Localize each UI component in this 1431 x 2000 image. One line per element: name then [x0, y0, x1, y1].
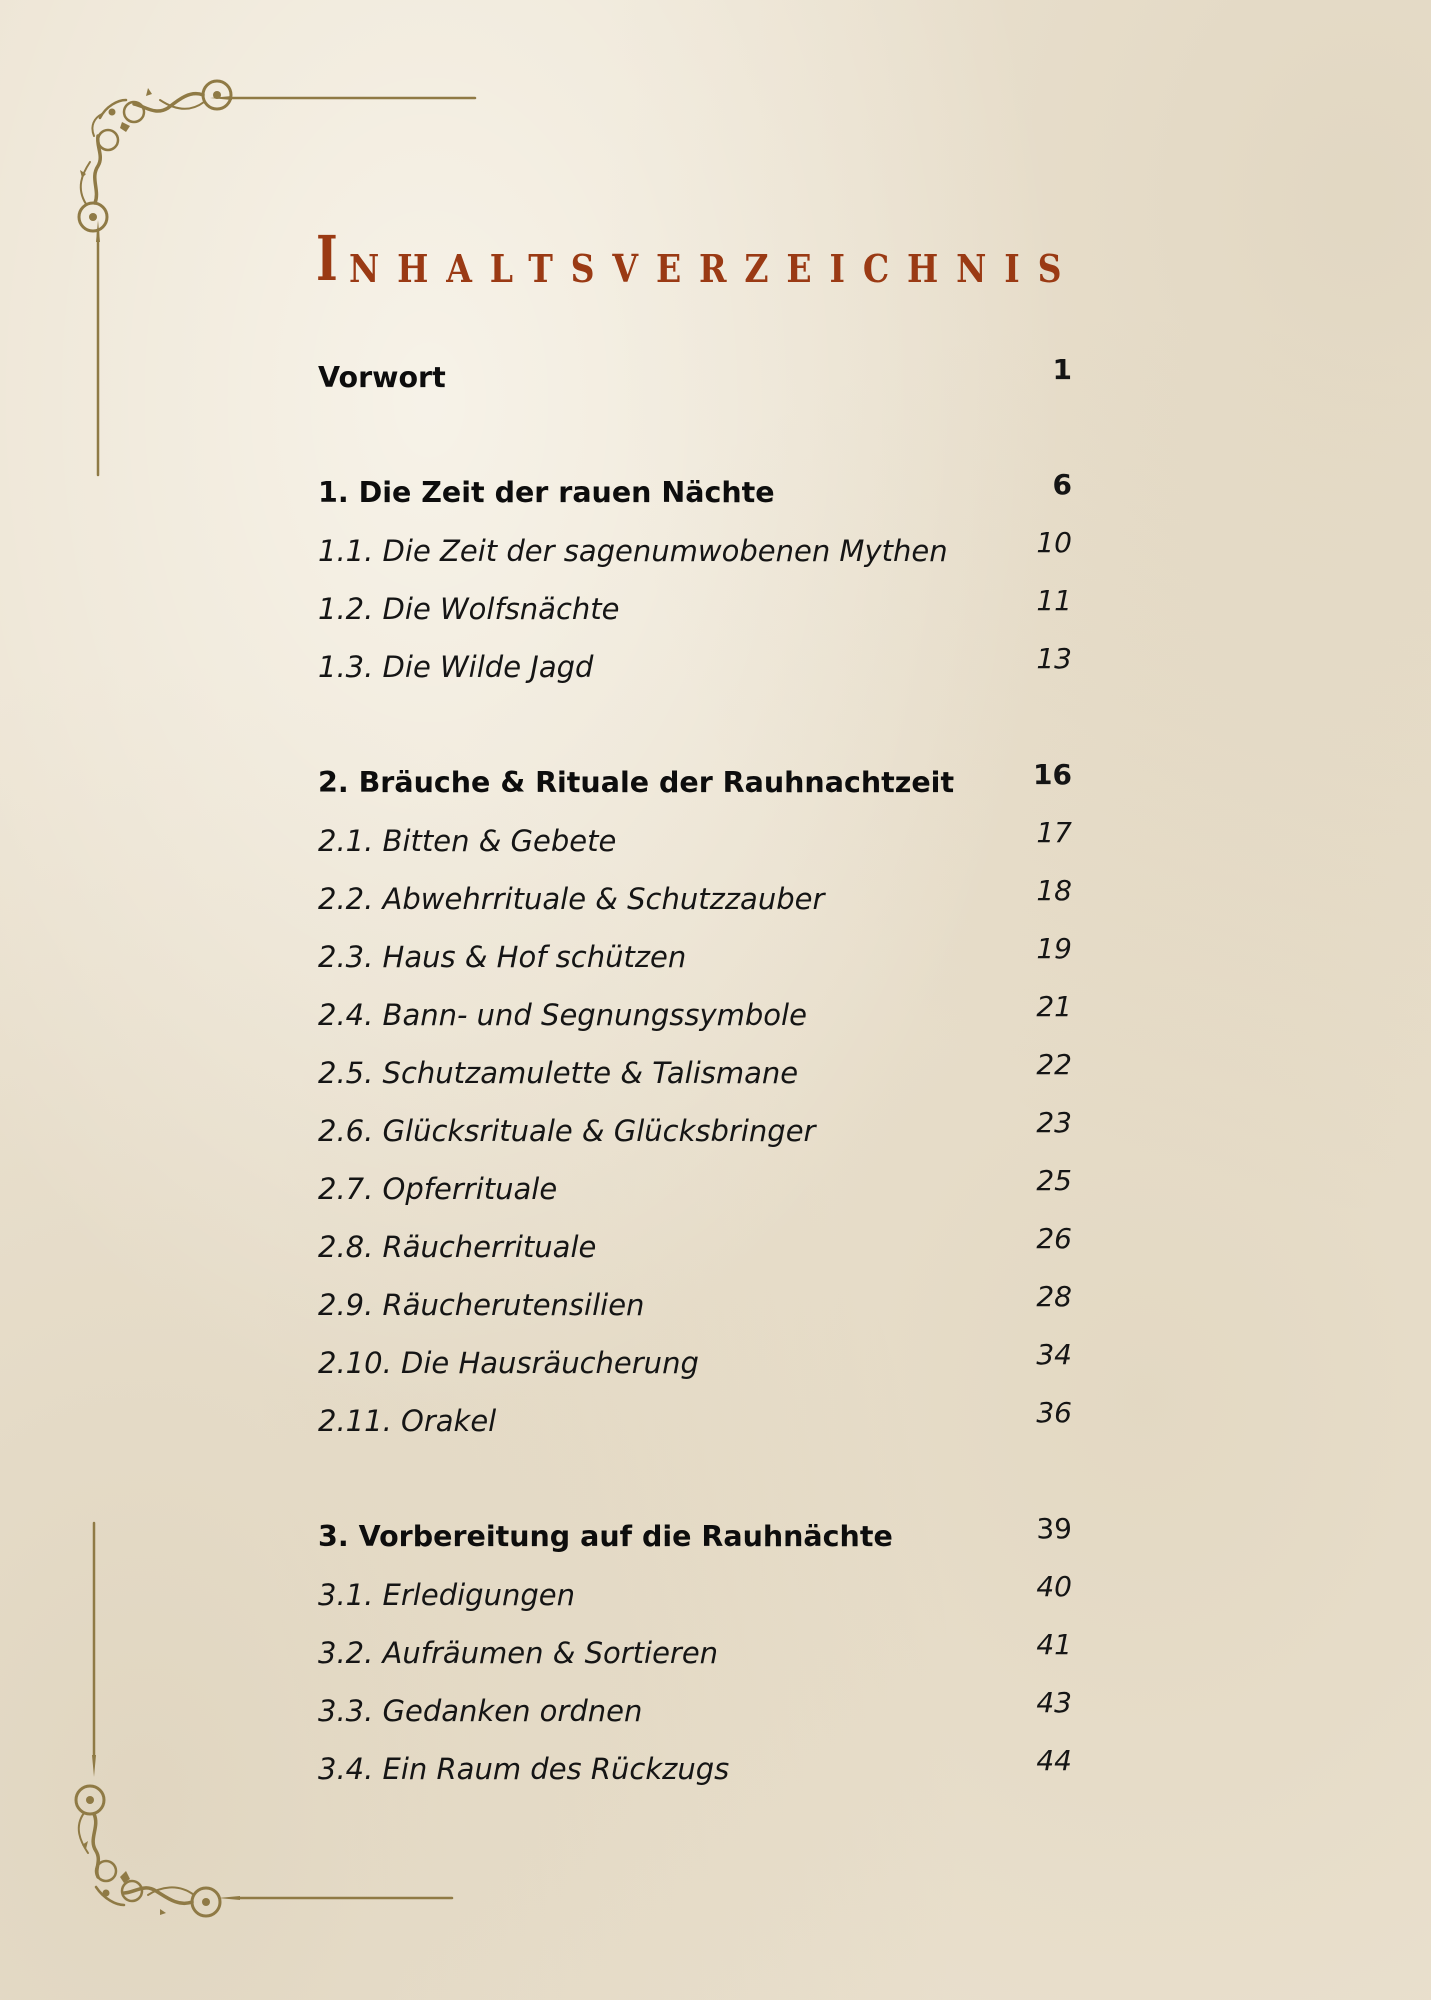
toc-entry-label: 2.6. Glücksrituale & Glücksbringer [318, 1114, 816, 1148]
title-initial: I [316, 222, 346, 295]
toc-entry-label: 2.10. Die Hausräucherung [318, 1346, 699, 1380]
toc-entry-2-7[interactable] [318, 1163, 1074, 1209]
toc-entry-label: 3.4. Ein Raum des Rückzugs [318, 1752, 730, 1786]
toc-section-page: 16 [1033, 758, 1072, 791]
toc-entry-label: 1.1. Die Zeit der sagenumwobenen Mythen [318, 534, 948, 568]
toc-section-page: 39 [1036, 1512, 1072, 1545]
toc-entry-page: 1 [1052, 353, 1072, 386]
toc-entry-1-3[interactable] [318, 641, 1074, 687]
toc-section-3[interactable] [318, 1511, 1074, 1557]
toc-entry-label: 2.7. Opferrituale [318, 1172, 558, 1206]
toc-entry-label: 3.1. Erledigungen [318, 1578, 575, 1612]
toc-entry-vorwort[interactable] [318, 352, 1074, 398]
toc-entry-2-3[interactable] [318, 931, 1074, 977]
toc-entry-label: 2.5. Schutzamulette & Talismane [318, 1056, 799, 1090]
toc-entry-page: 13 [1036, 642, 1072, 675]
toc-entry-2-11[interactable] [318, 1395, 1074, 1441]
toc-entry-page: 19 [1036, 932, 1072, 965]
toc-entry-label: 2.11. Orakel [318, 1404, 497, 1438]
toc-entry-label: 2.9. Räucherutensilien [318, 1288, 645, 1322]
toc-entry-label: 3.2. Aufräumen & Sortieren [318, 1636, 719, 1670]
toc-entry-2-9[interactable] [318, 1279, 1074, 1325]
toc-entry-label: 2.4. Bann- und Segnungssymbole [318, 998, 807, 1032]
toc-entry-label: 1.2. Die Wolfsnächte [318, 592, 620, 626]
toc-entry-page: 10 [1036, 526, 1072, 559]
toc-entry-page: 41 [1036, 1628, 1072, 1661]
toc-section-label: 2. Bräuche & Rituale der Rauhnachtzeit [318, 766, 955, 799]
toc-entry-page: 40 [1036, 1570, 1072, 1603]
toc-entry-page: 17 [1036, 816, 1072, 849]
toc-entry-page: 34 [1036, 1338, 1072, 1371]
toc-entry-page: 44 [1036, 1744, 1072, 1777]
toc-entry-page: 23 [1036, 1106, 1072, 1139]
toc-entry-label: Vorwort [318, 361, 446, 394]
toc-entry-page: 36 [1036, 1396, 1072, 1429]
toc-section-page: 6 [1052, 468, 1072, 501]
toc-entry-page: 18 [1036, 874, 1072, 907]
toc-entry-3-3[interactable] [318, 1685, 1074, 1731]
toc-entry-2-4[interactable] [318, 989, 1074, 1035]
toc-entry-label: 2.8. Räucherrituale [318, 1230, 597, 1264]
toc-entry-page: 11 [1036, 584, 1072, 617]
toc-entry-3-1[interactable] [318, 1569, 1074, 1615]
toc-entry-3-2[interactable] [318, 1627, 1074, 1673]
toc-entry-label: 1.3. Die Wilde Jagd [318, 650, 594, 684]
toc-section-1[interactable] [318, 467, 1074, 513]
title-rest: NHALTSVERZEICHNIS [349, 246, 1080, 291]
toc-entry-page: 25 [1036, 1164, 1072, 1197]
toc-entry-2-2[interactable] [318, 873, 1074, 919]
toc-section-label: 3. Vorbereitung auf die Rauhnächte [318, 1520, 893, 1553]
toc-entry-2-8[interactable] [318, 1221, 1074, 1267]
page-title [316, 222, 1080, 295]
toc-entry-page: 43 [1036, 1686, 1072, 1719]
toc-entry-page: 22 [1036, 1048, 1072, 1081]
toc-section-2[interactable] [318, 757, 1074, 803]
toc-entry-label: 2.3. Haus & Hof schützen [318, 940, 687, 974]
toc-entry-2-6[interactable] [318, 1105, 1074, 1151]
toc-entry-2-5[interactable] [318, 1047, 1074, 1093]
toc-entry-label: 2.1. Bitten & Gebete [318, 824, 617, 858]
toc-entry-2-1[interactable] [318, 815, 1074, 861]
toc-entry-page: 21 [1036, 990, 1072, 1023]
toc-entry-label: 3.3. Gedanken ordnen [318, 1694, 643, 1728]
toc-entry-page: 28 [1036, 1280, 1072, 1313]
toc-entry-1-1[interactable] [318, 525, 1074, 571]
toc-entry-3-4[interactable] [318, 1743, 1074, 1789]
toc-entry-label: 2.2. Abwehrrituale & Schutzzauber [318, 882, 825, 916]
toc-entry-1-2[interactable] [318, 583, 1074, 629]
toc-section-label: 1. Die Zeit der rauen Nächte [318, 476, 775, 509]
toc-entry-page: 26 [1036, 1222, 1072, 1255]
toc-entry-2-10[interactable] [318, 1337, 1074, 1383]
